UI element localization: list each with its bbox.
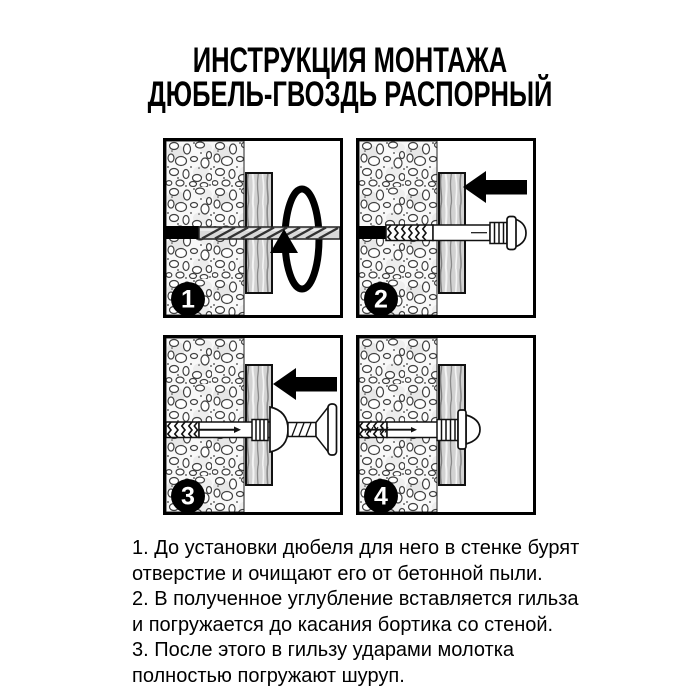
step-panel-3 <box>163 335 343 515</box>
hammer-left-arrow-icon <box>273 368 337 400</box>
screw <box>288 404 337 455</box>
instruction-line: полностью погружают шуруп. <box>132 664 405 687</box>
drilled-hole <box>166 226 199 239</box>
step-number-badge <box>171 282 205 315</box>
dowel-sleeve <box>386 223 507 244</box>
step-number-badge <box>171 479 205 512</box>
instruction-line: отверстие и очищают его от бетонной пыли. <box>132 562 543 585</box>
step-panel-1 <box>163 138 343 318</box>
screw-head <box>458 410 480 449</box>
step-number-badge <box>364 282 398 315</box>
page-title <box>0 41 700 114</box>
step-number: 3 <box>181 482 195 511</box>
instruction-line: и погружается до касания бортика со стеной. <box>132 613 554 636</box>
drill-bit <box>199 227 340 239</box>
step-number: 1 <box>181 285 195 314</box>
step-panel-2 <box>356 138 536 318</box>
step-panel-4 <box>356 335 536 515</box>
drilled-hole <box>359 226 389 239</box>
dowel-collar <box>270 407 288 452</box>
dowel-sleeve <box>359 420 459 441</box>
title-line-1: ИНСТРУКЦИЯ МОНТАЖА <box>192 41 508 80</box>
title-line-2: ДЮБЕЛЬ-ГВОЗДЬ РАСПОРНЫЙ <box>147 75 553 114</box>
insert-left-arrow-icon <box>463 171 527 203</box>
instructions-text <box>132 536 602 689</box>
screw-head <box>328 404 337 455</box>
step-number: 2 <box>374 285 388 314</box>
screw-head <box>507 217 526 250</box>
instruction-line: 3. После этого в гильзу ударами молотка <box>132 639 515 661</box>
instruction-line: 1. До установки дюбеля для него в стенке бурят <box>132 537 580 559</box>
instruction-line: 2. В полученное углубление вставляется гильза <box>132 588 579 610</box>
step-number: 4 <box>374 482 388 511</box>
step-number-badge <box>364 479 398 512</box>
